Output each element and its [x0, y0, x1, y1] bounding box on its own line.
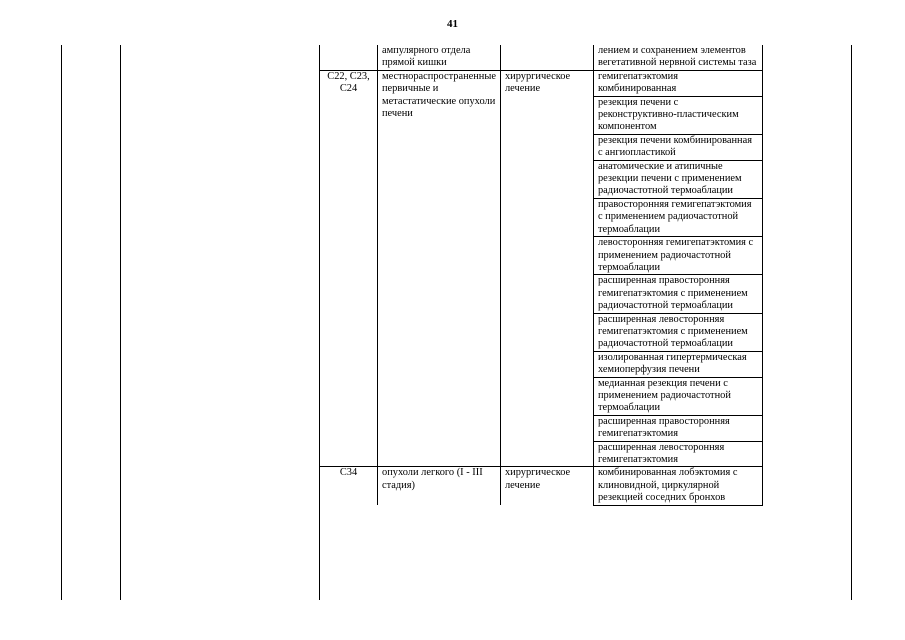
method-cell: резекция печени с реконструктивно-пластическим компонентом: [593, 96, 762, 134]
table-border-right: [851, 45, 852, 600]
disease-cell: опухоли легкого (I - III стадия): [378, 467, 501, 505]
table-row: [320, 45, 763, 70]
page-number: 41: [447, 18, 458, 30]
method-cell: комбинированная лобэктомия с клиновидной, циркулярной резекцией соседних бронхов: [593, 467, 762, 505]
treatment-cell: хирургическое лечение: [500, 70, 593, 467]
method-cell: расширенная левосторонняя гемигепатэктомия: [593, 441, 762, 467]
code-cell: [320, 45, 378, 70]
method-cell: резекция печени комбинированная с ангиопластикой: [593, 134, 762, 160]
method-cell: расширенная правосторонняя гемигепатэктомия с применением радиочастотной термоаблации: [593, 275, 762, 313]
table-border-left: [61, 45, 62, 600]
disease-cell: местнораспространенные первичные и метастатические опухоли печени: [378, 70, 501, 467]
table-column-divider: [120, 45, 121, 600]
treatment-cell: хирургическое лечение: [500, 467, 593, 505]
method-cell: левосторонняя гемигепатэктомия с применением радиочастотной термоаблации: [593, 237, 762, 275]
code-cell: C34: [320, 467, 378, 505]
method-cell: расширенная правосторонняя гемигепатэктомия: [593, 415, 762, 441]
code-cell: C22, C23, C24: [320, 70, 378, 467]
method-cell: медианная резекция печени с применением радиочастотной термоаблации: [593, 377, 762, 415]
treatment-cell: [500, 45, 593, 70]
table-row: [320, 70, 763, 96]
method-cell: изолированная гипертермическая хемиоперфузия печени: [593, 351, 762, 377]
method-cell: правосторонняя гемигепатэктомия с применением радиочастотной термоаблации: [593, 198, 762, 236]
table-row: [320, 467, 763, 505]
method-cell: лением и сохранением элементов вегетативной нервной системы таза: [593, 45, 762, 70]
treatment-table: [319, 45, 763, 506]
method-cell: гемигепатэктомия комбинированная: [593, 70, 762, 96]
method-cell: расширенная левосторонняя гемигепатэктомия с применением радиочастотной термоаблации: [593, 313, 762, 351]
method-cell: анатомические и атипичные резекции печени с применением радиочастотной термоаблации: [593, 160, 762, 198]
disease-cell: ампулярного отдела прямой кишки: [378, 45, 501, 70]
